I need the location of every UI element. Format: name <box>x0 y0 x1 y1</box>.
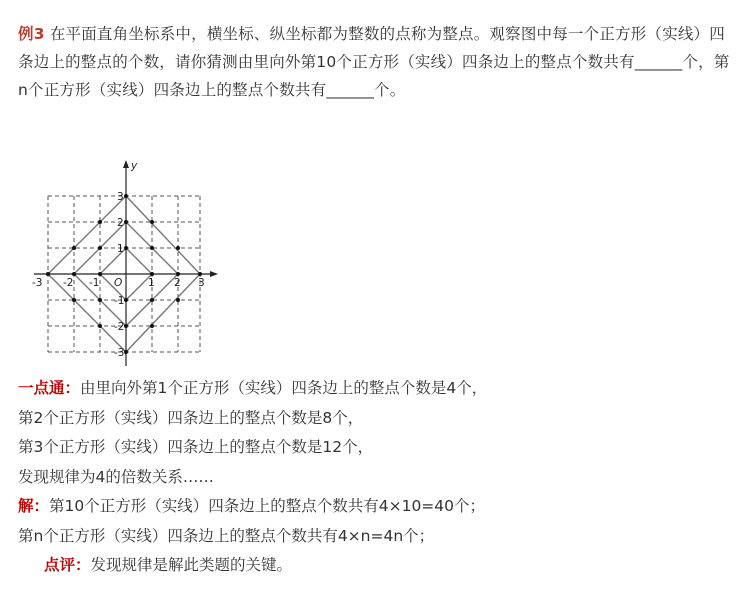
axes <box>34 164 214 366</box>
coordinate-diagram <box>28 158 224 370</box>
hint-line-4: 发现规律为4的倍数关系…… <box>18 467 214 486</box>
answer-label: 解： <box>18 497 50 515</box>
x-tick-label: -2 <box>63 277 74 289</box>
y-tick-label: -1 <box>114 295 125 307</box>
y-tick-label: 1 <box>117 243 124 255</box>
x-axis-arrow <box>210 271 218 277</box>
review-line: 点评：发现规律是解此类题的关键。 <box>44 556 293 574</box>
y-tick-label: -2 <box>114 321 125 333</box>
x-tick-label: 2 <box>174 277 181 289</box>
x-tick-label: 1 <box>148 277 155 289</box>
review-label: 点评： <box>44 556 91 574</box>
y-tick-label: -3 <box>114 347 125 359</box>
x-tick-label: 3 <box>198 277 205 289</box>
x-tick-label: -1 <box>89 277 100 289</box>
hint-line-1: 一点通：由里向外第1个正方形（实线）四条边上的整点个数是4个， <box>18 379 488 397</box>
x-tick-label: -3 <box>32 277 43 289</box>
y-tick-label: 2 <box>117 217 124 229</box>
solution-block <box>18 374 732 581</box>
y-axis-label: y <box>131 160 138 172</box>
hint-line-3: 第3个正方形（实线）四条边上的整点个数是12个， <box>18 438 374 456</box>
hint-label: 一点通： <box>18 379 81 397</box>
answer-line-2: 第n个正方形（实线）四条边上的整点个数共有4×n=4n个； <box>18 526 435 545</box>
problem-statement <box>18 20 732 104</box>
y-tick-label: 3 <box>117 191 124 203</box>
answer-line-1: 解：第10个正方形（实线）四条边上的整点个数共有4×10=40个； <box>18 497 486 515</box>
y-axis-arrow <box>123 160 129 168</box>
origin-label: O <box>114 277 123 289</box>
problem-text: 在平面直角坐标系中，横坐标、纵坐标都为整数的点称为整点。观察图中每一个正方形（实线）四条边上的整点的个数，请你猜测由里向外第10个正方形（实线）四条边上的整点个数共有______个，第n个正方形（实线）四条边上的整点个数共有______个。 <box>18 25 730 99</box>
hint-line-2: 第2个正方形（实线）四条边上的整点个数是8个， <box>18 408 364 427</box>
example-tag: 例3 <box>18 25 45 43</box>
